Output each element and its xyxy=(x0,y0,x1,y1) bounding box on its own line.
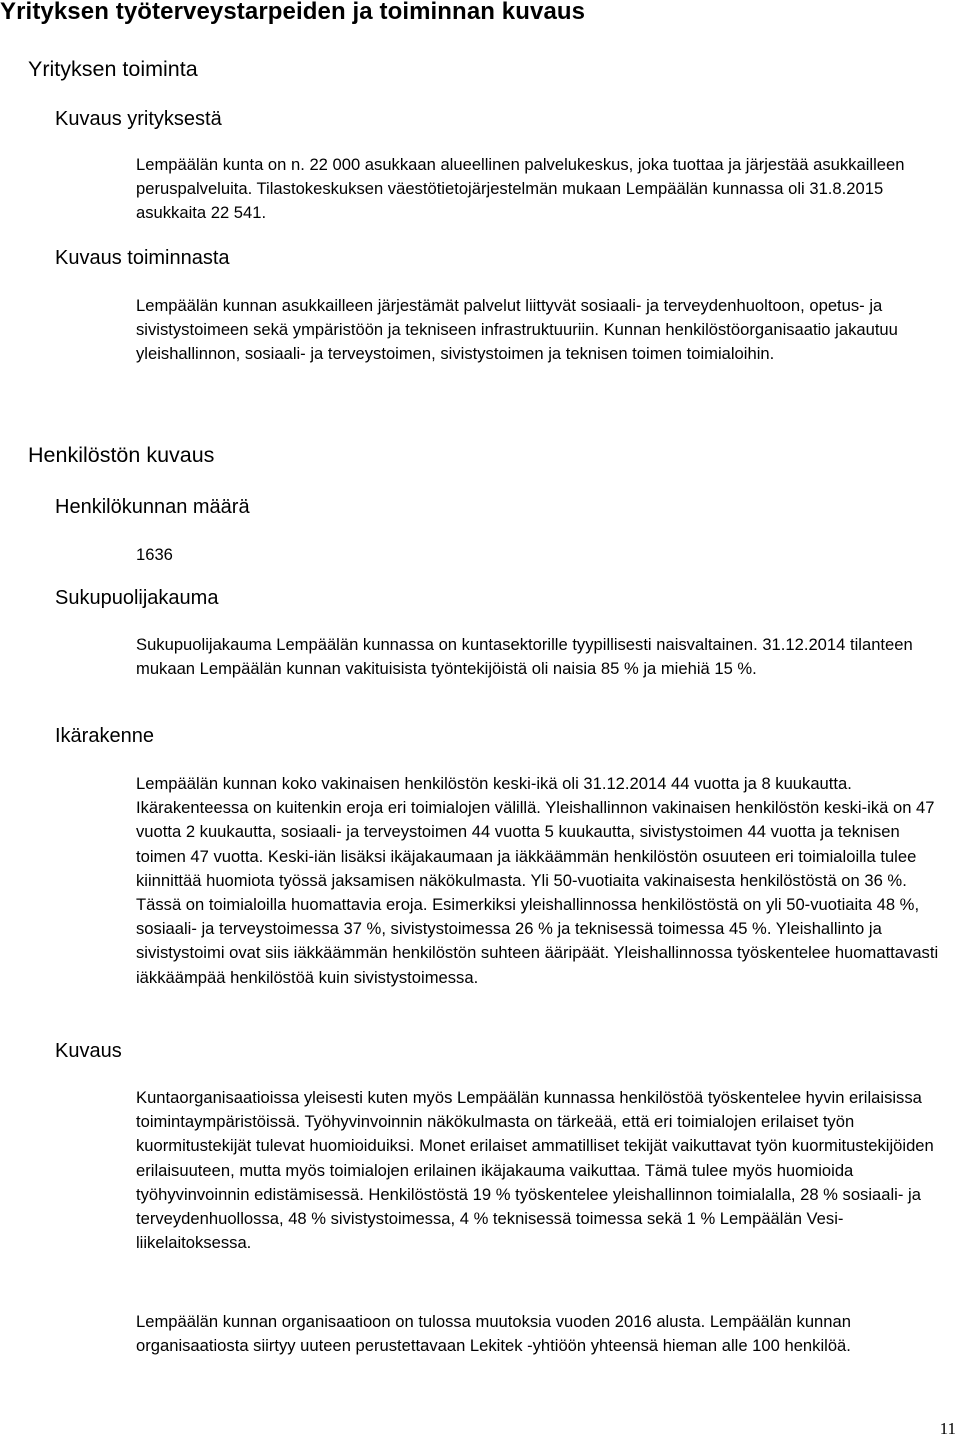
section-heading-company-operations: Yrityksen toiminta xyxy=(28,57,198,81)
text-operations-description: Lempäälän kunnan asukkailleen järjestämät palvelut liittyvät sosiaali- ja terveydenhuoltoon, opetus- ja sivistystoimeen sekä ympäristöön ja tekniseen infrastruktuuriin. Kunnan henkilöstöorganisaatio jakautuu yleishallinnon, sosiaali- ja terveystoimen, sivistystoimen ja teknisen toimen toimialoihin. xyxy=(136,296,898,364)
paragraph-age-structure xyxy=(136,772,946,990)
subheading-headcount: Henkilökunnan määrä xyxy=(55,496,250,518)
paragraph-company-description xyxy=(136,153,946,226)
text-company-description: Lempäälän kunta on n. 22 000 asukkaan alueellinen palvelukeskus, joka tuottaa ja järjestää asukkailleen peruspalveluita. Tilastokeskuksen väestötietojärjestelmän mukaan Lempäälän kunnassa oli 31.8.2015 asukkaita 22 541. xyxy=(136,155,905,223)
subheading-operations-description: Kuvaus toiminnasta xyxy=(55,247,230,269)
paragraph-gender-distribution xyxy=(136,633,946,681)
paragraph-headcount xyxy=(136,543,946,567)
subheading-gender-distribution: Sukupuolijakauma xyxy=(55,587,219,609)
page-title: Yrityksen työterveystarpeiden ja toiminnan kuvaus xyxy=(0,0,586,25)
text-gender-distribution: Sukupuolijakauma Lempäälän kunnassa on kuntasektorille tyypillisesti naisvaltainen. 31.12.2014 tilanteen mukaan Lempäälän kunnan vakituisista työntekijöistä oli naisia 85 % ja miehiä 15 %. xyxy=(136,635,913,679)
section-heading-personnel: Henkilöstön kuvaus xyxy=(28,443,215,467)
paragraph-description-1 xyxy=(136,1086,946,1255)
paragraph-operations-description xyxy=(136,294,946,367)
text-description-2: Lempäälän kunnan organisaatioon on tulossa muutoksia vuoden 2016 alusta. Lempäälän kunnan organisaatiosta siirtyy uuteen perustettavaan Lekitek -yhtiöön yhteensä hieman alle 100 henkilöä. xyxy=(136,1312,851,1356)
text-age-structure: Lempäälän kunnan koko vakinaisen henkilöstön keski-ikä oli 31.12.2014 44 vuotta ja 8 kuukautta. Ikärakenteessa on kuitenkin eroja eri toimialojen välillä. Yleishallinnon vakinaisen henkilöstön keski-ikä on 47 vuotta 2 kuukautta, sosiaali- ja terveystoimen 44 vuotta 5 kuukautta, sivistystoimen 44 vuotta ja teknisen toimen 47 vuotta. Keski-iän lisäksi ikäjakaumaan ja iäkkäämmän henkilöstön osuuteen eri toimialoilla tulee kiinnittää huomiota työssä jaksamisen näkökulmasta. Yli 50-vuotiaita vakinaisesta henkilöstöstä on 36 %. Tässä on toimialoilla huomattavia eroja. Esimerkiksi yleishallinnossa henkilöstöstä on yli 50-vuotiaita 48 %, sosiaali- ja terveystoimessa 37 %, sivistystoimessa 26 % ja teknisessä toimessa 45 %. Yleishallinto ja sivistystoimi ovat siis iäkkäämmän henkilöstön suhteen ääripäät. Yleishallinnossa työskentelee huomattavasti iäkkäämpää henkilöstöä kuin sivistystoimessa. xyxy=(136,774,939,987)
subheading-description: Kuvaus xyxy=(55,1040,122,1062)
paragraph-description-2 xyxy=(136,1310,946,1358)
page-number: 11 xyxy=(939,1419,956,1438)
subheading-company-description: Kuvaus yrityksestä xyxy=(55,108,222,130)
subheading-age-structure: Ikärakenne xyxy=(55,725,154,747)
headcount-value: 1636 xyxy=(136,545,173,564)
text-description-1: Kuntaorganisaatioissa yleisesti kuten myös Lempäälän kunnassa henkilöstöä työskentelee hyvin erilaisissa toimintaympäristöissä. Työhyvinvoinnin näkökulmasta on tärkeää, että eri toimialojen erilaiset työn kuormitustekijät tulevat huomioiduiksi. Monet erilaiset ammatilliset tekijät vaikuttavat työn kuormitustekijöiden erilaisuuteen, mutta myös toimialojen erilainen ikäjakauma vaikuttaa. Tämä tulee myös huomioida työhyvinvoinnin edistämisessä. Henkilöstöstä 19 % työskentelee yleishallinnon toimialalla, 28 % sosiaali- ja terveydenhuollossa, 48 % sivistystoimessa, 4 % teknisessä toimessa sekä 1 % Lempäälän Vesi-liikelaitoksessa. xyxy=(136,1088,934,1253)
